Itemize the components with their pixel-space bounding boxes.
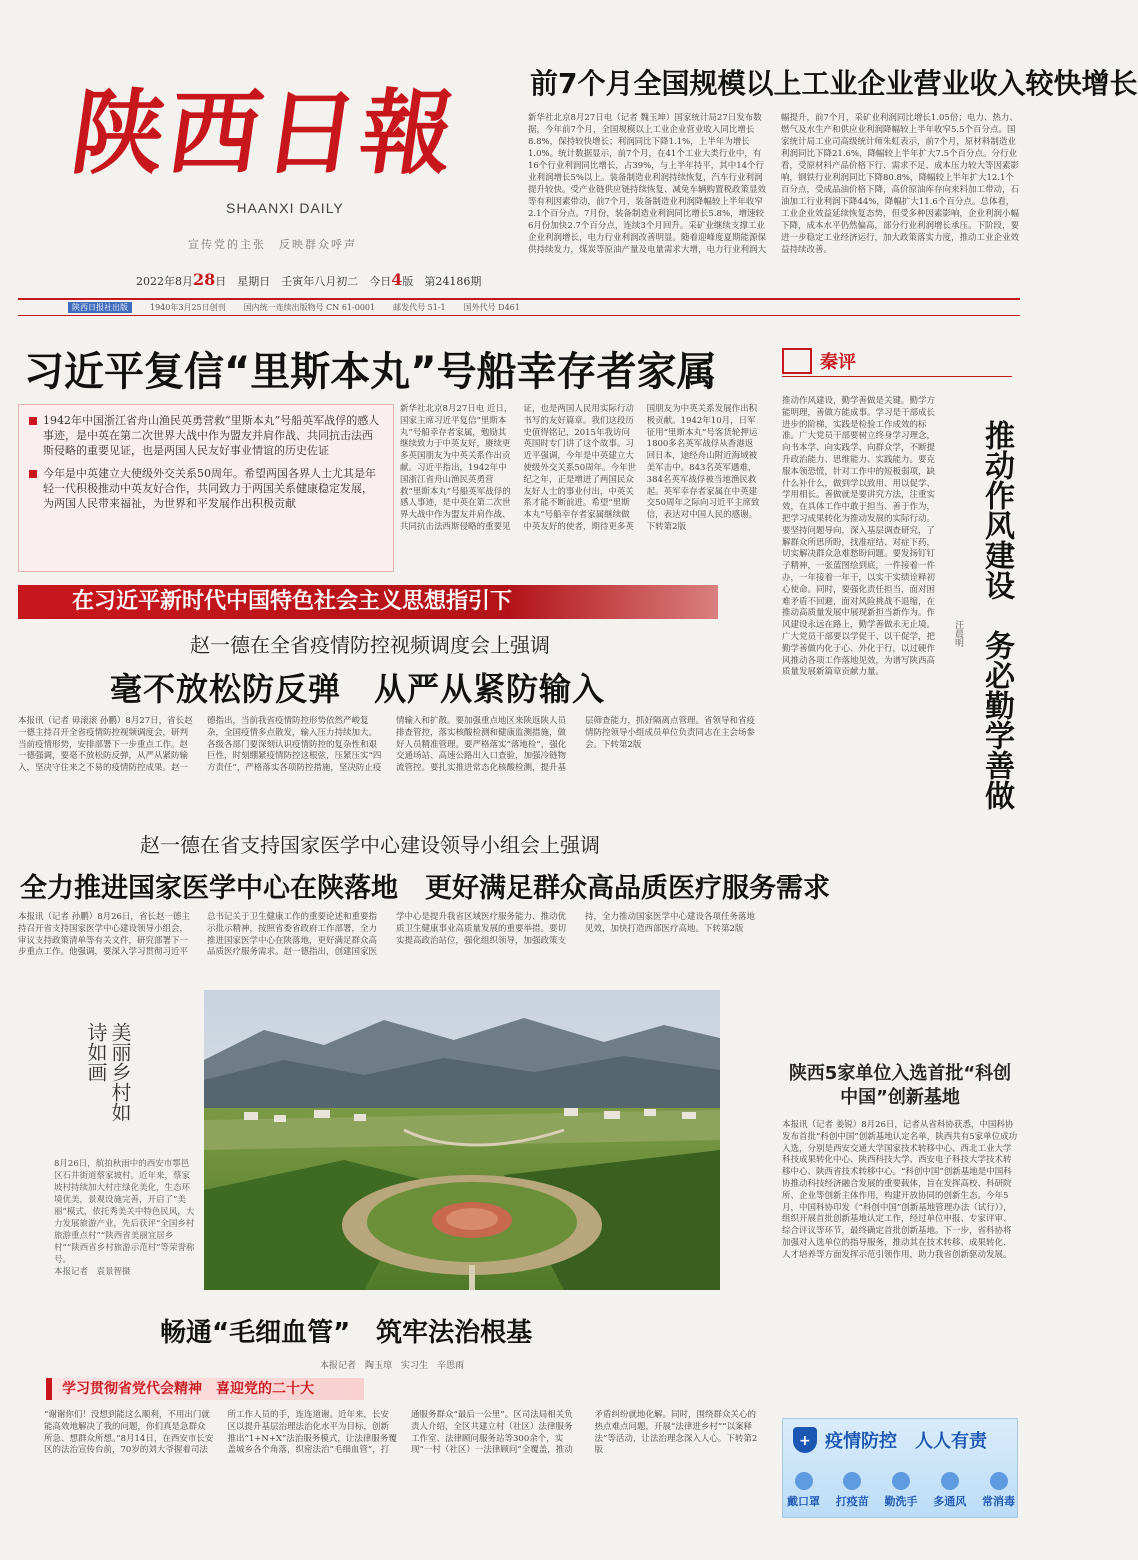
story2-intro: 赵一德在全省疫情防控视频调度会上强调 xyxy=(190,633,550,657)
ad-items xyxy=(787,1472,1015,1509)
main-story-summary xyxy=(18,404,394,572)
photo-caption xyxy=(54,1158,196,1278)
cn-number: 国内统一连续出版物号 CN 61-0001 xyxy=(243,303,376,312)
summary-point: 今年是中英建立大使级外交关系50周年。希望两国各界人士尤其是年轻一代积极推动中英友好合作，共同致力于两国关系健康稳定发展，为两国人民带来福祉，为世界和平发展作出积极贡献 xyxy=(29,466,383,511)
commentary-body: 推动作风建设，勤学善做是关键。勤学方能明理，善做方能成事。学习是干部成长进步的阶梯，实践是检验工作成效的标准。广大党员干部要树立终身学习理念，向书本学、向实践学、向群众学，不断提升政治能力、思维能力、实践能力。要克服本领恐慌，针对工作中的短板弱项，缺什么补什么，做到学以致用、用以促学、学用相长。善做就是要讲究方法，注重实效，在具体工作中敢于担当、善于作为，把学习成果转化为推动发展的实际行动。要坚持问题导向，深入基层调查研究，了解群众所思所盼，找准症结、对症下药，切实解决群众急难愁盼问题。要发扬钉钉子精神，一张蓝图绘到底，一件接着一件办，一年接着一年干，以实干实绩诠释初心使命。同时，要强化责任担当，面对困难矛盾不回避，面对风险挑战不退缩，在推动高质量发展中展现新担当新作为。作风建设永远在路上，勤学善做永无止境。广大党员干部要以学促干、以干促学，把勤学善做内化于心、外化于行，以过硬作风推动各项工作落地见效，为谱写陕西高质量发展新篇章贡献力量。 xyxy=(782,396,936,678)
story4-headline[interactable]: 畅通“毛细血管” 筑牢法治根基 xyxy=(160,1318,533,1348)
post-code: 邮发代号 51-1 xyxy=(393,303,446,312)
village-photo-graphic xyxy=(204,990,720,1290)
ad-item: 多通风 xyxy=(933,1472,966,1509)
date-day: 28 xyxy=(193,270,216,289)
date-prefix: 2022年8月 xyxy=(136,275,193,288)
village-aerial-photo[interactable] xyxy=(204,990,720,1290)
pen-note-icon xyxy=(782,348,812,374)
date-rest: 日 星期日 壬寅年八月初二 今日 xyxy=(215,275,392,288)
brief-body: 本报讯（记者 姜锐）8月26日，记者从省科协获悉，中国科协发布首批“科创中国”创新基地认定名单，陕西共有5家单位成功入选，分别是西安交通大学国家技术转移中心、西北工业大学科技成果转化中心、陕西科技大学、西安电子科技大学技术转移中心、陕西省技术转移中心。“科创中国”创新基地是中国科协推动科技经济融合发展的重要载体，旨在发挥高校、科研院所、企业等创新主体作用，构建开放协同的创新生态。今年5月，中国科协印发《“科创中国”创新基地管理办法（试行）》，组织开展首批创新基地认定工作，经过单位申报、专家评审、综合评议等环节，最终确定首批创新基地。下一步，省科协将加强对入选单位的指导服务，推动其在技术转移、成果转化、人才培养等方面发挥示范引领作用，助力我省创新驱动发展。 xyxy=(782,1120,1018,1260)
publication-info-bar xyxy=(18,298,1020,316)
ad-item: 戴口罩 xyxy=(787,1472,820,1509)
ad-item: 打疫苗 xyxy=(836,1472,869,1509)
story3-headline[interactable]: 全力推进国家医学中心在陕落地 更好满足群众高品质医疗服务需求 xyxy=(20,873,830,904)
main-story-body: 新华社北京8月27日电 近日，国家主席习近平复信“里斯本丸”号船幸存者家属，勉励其继续致力于中英友好，赓续更多英国朋友为中英关系作出贡献。习近平指出，1942年中国浙江省舟山渔民英勇营救“里斯本丸”号船英军战俘的感人事迹，是中英在第二次世界大战中作为盟友并肩作战、共同抗击法西斯侵略的重要见证，也是两国人民用实际行动书写的友好篇章。我们这段历史值得铭记，2015年我访问英国时专门讲了这个故事。习近平强调，今年是中英建立大使级外交关系50周年。今年世纪之年，正是增进了两国民众友好人士的事业付出，中英关系才能不断前进。希望“里斯本丸”号船幸存者家属继续做中英友好的使者，期待更多英国朋友为中英关系发展作出积极贡献。1942年10月，日军征用“里斯本丸”号客货轮押运1800多名英军战俘从香港返回日本，途经舟山附近海域被美军击中。843名英军遇难，384名英军战俘被当地渔民救起。英军幸存者家属在中英建交50周年之际向习近平主席致信，表达对中国人民的感谢。下转第2版 xyxy=(400,404,760,532)
plus-icon: + xyxy=(799,1433,811,1449)
window-icon xyxy=(941,1472,959,1490)
brief-headline[interactable]: 陕西5家单位入选首批“科创中国”创新基地 xyxy=(788,1063,1012,1108)
commentary-author: 汪晨明 xyxy=(953,620,963,647)
story4-body: “谢谢你们！没想到能这么顺利，不用出门就能高效地解决了我的问题，你们真是急群众所急、想群众所想。”8月14日，在西安市长安区的法治宣传台前，70岁的刘大爷握着司法所工作人员的手，连连道谢。近年来，长安区以提升基层治理法治化水平为目标，创新推出“1+N+X”法治服务模式，让法律服务覆盖城乡各个角落，织密法治“毛细血管”，打通服务群众“最后一公里”。区司法局相关负责人介绍，全区共建立村（社区）法律服务工作室、法律顾问服务站等300余个，实现“一村（社区）一法律顾问”全覆盖，推动矛盾纠纷就地化解。同时，围绕群众关心的热点难点问题，开展“法律进乡村”“以案释法”等活动，让法治理念深入人心。下转第2版 xyxy=(44,1410,758,1456)
top-story-body: 新华社北京8月27日电（记者 魏玉坤）国家统计局27日发布数据，今年前7个月，全国规模以上工业企业营业收入同比增长8.8%，保持较快增长；利润同比下降1.1%，上半年为增长1.0%。统计数据显示，前7个月，在41个工业大类行业中，有16个行业利润同比增长，占39%，与上半年持平，其中14个行业利润增长5%以上。装备制造业利润持续恢复，汽车行业利润提升较快。受产业链供应链持续恢复、减免车辆购置税政策显效等有利因素带动，前7个月，装备制造业利润降幅较上半年收窄2.1个百分点。7月份，装备制造业利润同比增长5.8%，增速较6月份加快2.7个百分点，连续3个月回升。采矿业继续支撑工业企业利润增长，电力行业利润改善明显。随着迎峰度夏期能源保供持续发力，煤炭等原油产量及电量需求大增，电力行业利润大幅提升，前7个月，采矿业利润同比增长1.05倍；电力、热力、燃气及水生产和供应业利润降幅较上半年收窄5.5个百分点。国家统计局工业司高级统计师朱虹表示，前7个月，原材料制造业利润同比下降21.6%，降幅较上半年扩大7.5个百分点。分行业看，受原材料产品价格下行、需求不足、成本压力较大等因素影响，钢铁行业利润同比下降80.8%，降幅较上半年扩大12.1个百分点，受成品油价格下降，高价原油库存向来料加工带动，石油加工行业利润下降44%，降幅扩大11.6个百分点。总体看，工业企业效益延续恢复态势，但受多种因素影响，企业利润小幅下降，成本水平仍然偏高，部分行业利润增长承压。下阶段，要进一步稳定工业经济运行，加大政策落实力度，推动工业企业效益持续改善。 xyxy=(528,113,1020,255)
dateline xyxy=(136,270,481,289)
photo-title: 美丽乡村如诗如画 xyxy=(84,1022,132,1122)
story2-body: 本报讯（记者 毋滚滚 孙鹏）8月27日，省长赵一德主持召开全省疫情防控视频调度会，研判当前疫情形势，安排部署下一步重点工作。赵一德强调，要毫不放松防反弹，从严从紧防输入，坚决守住来之不易的疫情防控成果。赵一德指出，当前我省疫情防控形势依然严峻复杂，全国疫情多点散发，输入压力持续加大。各级各部门要深刻认识疫情防控的复杂性和艰巨性，时刻绷紧疫情防控这根弦，压紧压实“四方责任”，严格落实各项防控措施，坚决防止疫情输入和扩散。要加强重点地区来陕返陕人员排查管控，落实核酸检测和健康监测措施，做好人员精准管理。要严格落实“落地检”，强化交通场站、高速公路出入口查验，加强冷链物流管控。要扎实推进常态化核酸检测，提升基层筛查能力，抓好隔离点管理。省领导和省疫情防控领导小组成员单位负责同志在主会场参会。下转第2版 xyxy=(18,716,756,774)
page-count: 4 xyxy=(391,270,403,289)
newspaper-logo-english: SHAANXI DAILY xyxy=(226,200,344,216)
newspaper-slogan: 宣传党的主张 反映群众呼声 xyxy=(188,238,357,251)
syringe-icon xyxy=(843,1472,861,1490)
commentary-vertical-headline[interactable]: 推动作风建设 务必勤学善做 xyxy=(979,420,1014,810)
commentary-header xyxy=(782,346,1012,377)
story3-body: 本报讯（记者 孙鹏）8月26日，省长赵一德主持召开省支持国家医学中心建设领导小组会，审议支持政策清单等有关文件，研究部署下一步重点工作。他强调，要深入学习贯彻习近平总书记关于卫生健康工作的重要论述和重要指示批示精神，按照省委省政府工作部署，全力推进国家医学中心在陕落地，更好满足群众高品质医疗服务需求。赵一德指出，创建国家医学中心是提升我省区域医疗服务能力、推动优质卫生健康事业高质量发展的重要举措。要切实提高政治站位，强化组织领导，加强政策支持，全力推动国家医学中心建设各项任务落地见效，加快打造西部医疗高地。下转第2版 xyxy=(18,912,756,958)
founded-date: 1940年3月25日创刊 xyxy=(150,303,226,312)
newspaper-logo: 陕西日報 xyxy=(65,79,465,187)
section-banner: 在习近平新时代中国特色社会主义思想指引下 xyxy=(18,585,718,619)
publisher-tag: 陕西日报社出版 xyxy=(68,302,132,313)
summary-point: 1942年中国浙江省舟山渔民英勇营救“里斯本丸”号船英军战俘的感人事迹，是中英在第二次世界大战中作为盟友并肩作战、共同抗击法西斯侵略的重要见证，也是两国人民友好事业情谊的历史佐证 xyxy=(29,413,383,458)
commentary-tag: 秦评 xyxy=(820,352,856,373)
photo-credit: 本报记者 袁景智摄 xyxy=(54,1267,131,1277)
story2-headline[interactable]: 毫不放松防反弹 从严从紧防输入 xyxy=(110,670,606,708)
photo-caption-text: 8月26日，航拍秋雨中的西安市鄠邑区石井街道蔡家坡村。近年来，蔡家坡村持续加大村庄绿化美化，生态环境优美，景观设施完善，开启了“美丽”模式，依托秀美关中特色民风，大力发展旅游产业，先后获评“全国乡村旅游重点村”“陕西省美丽宜居乡村”“陕西省乡村旅游示范村”等荣誉称号。 xyxy=(54,1159,195,1265)
foreign-code: 国外代号 D461 xyxy=(463,303,520,312)
story4-byline: 本报记者 陶玉琼 实习生 辛思雨 xyxy=(320,1361,465,1371)
ad-item: 勤洗手 xyxy=(885,1472,918,1509)
ad-title: 疫情防控 人人有责 xyxy=(825,1431,987,1452)
top-story-headline[interactable]: 前7个月全国规模以上工业企业营业收入较快增长 xyxy=(530,67,1138,100)
main-story-headline[interactable]: 习近平复信“里斯本丸”号船幸存者家属 xyxy=(24,349,717,395)
ad-item: 常消毒 xyxy=(982,1472,1015,1509)
hand-wash-icon xyxy=(892,1472,910,1490)
story3-intro: 赵一德在省支持国家医学中心建设领导小组会上强调 xyxy=(140,833,600,857)
story4-section-banner: 学习贯彻省党代会精神 喜迎党的二十大 xyxy=(46,1378,364,1400)
epidemic-prevention-ad xyxy=(782,1418,1018,1518)
issue-number: 版 第24186期 xyxy=(402,275,482,288)
mask-icon xyxy=(795,1472,813,1490)
spray-icon xyxy=(990,1472,1008,1490)
